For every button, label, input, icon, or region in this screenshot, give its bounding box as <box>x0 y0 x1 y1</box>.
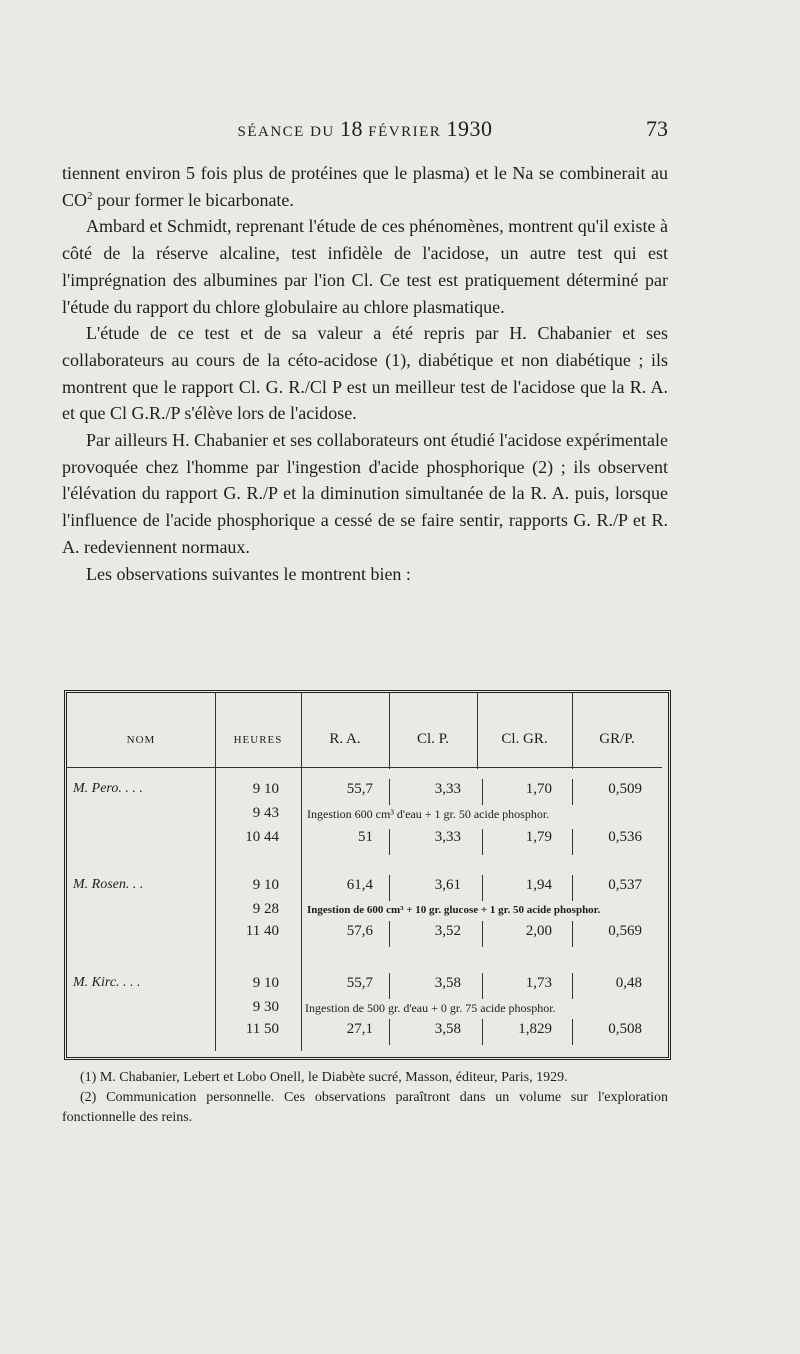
grp-cell: 0,48 <box>615 975 642 991</box>
paragraph-1 <box>62 160 668 213</box>
p1-text-b: pour former le bicarbonate. <box>92 189 294 210</box>
ra-cell: 55,7 <box>346 781 373 797</box>
clgr-cell: 2,00 <box>525 923 552 939</box>
ra-cell: 27,1 <box>346 1021 373 1037</box>
grp-cell: 0,508 <box>608 1021 642 1037</box>
column-header-heures: HEURES <box>233 734 283 746</box>
grp-cell: 0,537 <box>608 877 642 893</box>
clp-cell: 3,58 <box>434 1021 461 1037</box>
time-cell: 9 10 <box>252 975 279 991</box>
running-title <box>62 116 668 142</box>
time-cell: 9 43 <box>252 805 279 821</box>
column-divider <box>215 693 216 1051</box>
time-cell: 9 10 <box>252 781 279 797</box>
ra-cell: 51 <box>358 829 373 845</box>
time-cell: 10 44 <box>245 829 279 845</box>
subject-name: M. Rosen. . . <box>73 877 144 892</box>
clgr-cell: 1,829 <box>518 1021 552 1037</box>
paragraph-4: Par ailleurs H. Chabanier et ses collaborateurs ont étudié l'acidose expérimentale provoquée chez l'homme par l'ingestion d'acide phosphorique (2) ; ils observent l'élévation du rapport G. R./P et la diminution simultanée de la R. A. puis, lorsque l'influence de l'acide phosphorique a cessé de se faire sentir, rapports G. R./P et R. A. redeviennent normaux. <box>62 430 668 557</box>
ingestion-note: Ingestion de 500 gr. d'eau + 0 gr. 75 acide phosphor. <box>305 1001 556 1015</box>
column-divider <box>301 693 302 1051</box>
clgr-cell: 1,70 <box>525 781 552 797</box>
header-rule <box>67 767 662 768</box>
subject-name: M. Kirc. . . . <box>73 975 141 990</box>
footnote-1: (1) M. Chabanier, Lebert et Lobo Onell, le Diabète sucré, Masson, éditeur, Paris, 1929. <box>80 1070 568 1085</box>
column-divider <box>389 693 390 769</box>
column-divider <box>572 693 573 769</box>
clp-cell: 3,33 <box>434 781 461 797</box>
grp-cell: 0,536 <box>608 829 642 845</box>
running-title-prefix: SÉANCE DU <box>237 124 335 140</box>
time-cell: 9 30 <box>252 999 279 1015</box>
clp-cell: 3,33 <box>434 829 461 845</box>
p1-superscript: 2 <box>87 189 93 202</box>
time-cell: 9 28 <box>252 901 279 917</box>
clgr-cell: 1,73 <box>525 975 552 991</box>
observations-table <box>64 690 671 1060</box>
column-header-ra: R. A. <box>329 731 361 747</box>
clp-cell: 3,58 <box>434 975 461 991</box>
paragraph-3: L'étude de ce test et de sa valeur a été repris par H. Chabanier et ses collaborateurs au cours de la céto-acidose (1), diabétique et non diabétique ; ils montrent que le rapport Cl. G. R./Cl P est un meilleur test de l'acidose que la R. A. et que Cl G.R./P s'élève lors de l'acidose. <box>62 323 668 424</box>
ingestion-note: Ingestion de 600 cm³ + 10 gr. glucose + 1 gr. 50 acide phosphor. <box>307 904 601 916</box>
column-header-clp: Cl. P. <box>416 731 450 747</box>
footnote-2: (2) Communication personnelle. Ces observations paraîtront dans un volume sur l'exploration fonctionnelle des reins. <box>62 1090 668 1125</box>
page-number: 73 <box>646 116 668 141</box>
running-title-year: 1930 <box>446 116 493 141</box>
time-cell: 9 10 <box>252 877 279 893</box>
running-header <box>62 116 668 146</box>
paragraph-5: Les observations suivantes le montrent bien : <box>86 563 411 584</box>
clgr-cell: 1,79 <box>525 829 552 845</box>
ra-cell: 57,6 <box>346 923 373 939</box>
ingestion-note: Ingestion 600 cm³ d'eau + 1 gr. 50 acide phosphor. <box>307 807 550 821</box>
p1-text-a: tiennent environ 5 fois plus de protéines que le plasma) et le Na se combinerait au CO <box>62 163 668 210</box>
footnotes <box>62 1068 668 1128</box>
column-header-grp: GR/P. <box>599 731 635 747</box>
grp-cell: 0,509 <box>608 781 642 797</box>
clp-cell: 3,61 <box>434 877 461 893</box>
clp-cell: 3,52 <box>434 923 461 939</box>
clgr-cell: 1,94 <box>525 877 552 893</box>
ra-cell: 61,4 <box>346 877 373 893</box>
ra-cell: 55,7 <box>346 975 373 991</box>
column-divider <box>477 693 478 769</box>
running-title-month: FÉVRIER <box>368 124 442 140</box>
body-text <box>62 160 668 587</box>
subject-name: M. Pero. . . . <box>73 781 143 796</box>
time-cell: 11 40 <box>245 923 279 939</box>
column-header-nom: NOM <box>126 734 156 746</box>
time-cell: 11 50 <box>245 1021 279 1037</box>
grp-cell: 0,569 <box>608 923 642 939</box>
column-header-clgr: Cl. GR. <box>501 731 548 747</box>
paragraph-2: Ambard et Schmidt, reprenant l'étude de ces phénomènes, montrent qu'il existe à côté de la réserve alcaline, test infidèle de l'acidose, un autre test qui est l'imprégnation des albumines par l'ion Cl. Ce test est pratiquement déterminé par l'étude du rapport du chlore globulaire au chlore plasmatique. <box>62 216 668 317</box>
running-title-day: 18 <box>340 116 363 141</box>
